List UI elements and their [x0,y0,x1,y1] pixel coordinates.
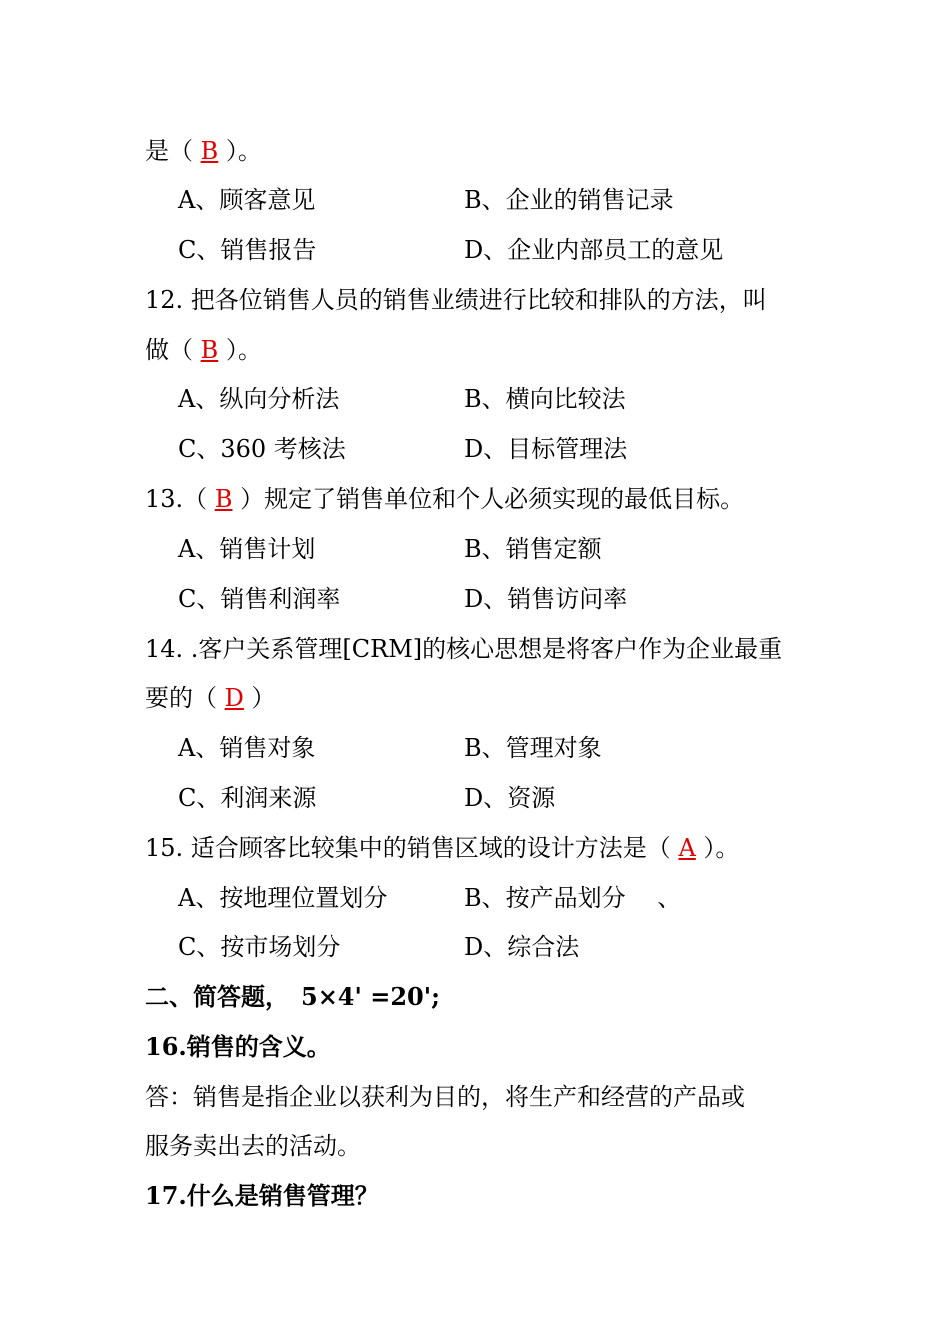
q12-option-a: A、纵向分析法 [178,385,340,413]
q16-title: 16.销售的含义。 [145,1032,331,1061]
q15-stem-pre: 15. 适合顾客比较集中的销售区域的设计方法是（ [145,834,671,862]
q14-stem-pre: 要的（ [145,684,217,712]
q14-stem-post: ） [251,684,276,712]
q12-option-c: C、360 考核法 [178,435,346,463]
q14-option-a: A、销售对象 [178,734,316,762]
q11-option-b: B、企业的销售记录 [464,186,674,214]
q12-stem-line2 [145,335,262,365]
q11-answer: B [200,137,219,165]
q15-stem [145,833,739,863]
q16-answer-line1: 答：销售是指企业以获利为目的，将生产和经营的产品或 [145,1083,745,1111]
q12-stem-pre: 做（ [145,336,193,364]
q15-answer: A [678,834,696,862]
q11-option-a: A、顾客意见 [178,186,316,214]
q13-option-d: D、销售访问率 [464,585,628,613]
q11-stem-pre: 是（ [145,137,193,165]
q15-option-c: C、按市场划分 [178,933,341,961]
section-2-heading: 二、简答题， 5×4' =20'; [145,982,440,1011]
q14-option-d: D、资源 [464,784,556,812]
q12-stem-line1: 12. 把各位销售人员的销售业绩进行比较和排队的方法，叫 [145,286,767,314]
q14-option-b: B、管理对象 [464,734,602,762]
q11-stem-continuation [145,136,262,166]
q13-stem-post: ）规定了销售单位和个人必须实现的最低目标。 [240,485,745,513]
q17-title: 17.什么是销售管理？ [145,1181,379,1210]
q12-option-b: B、横向比较法 [464,385,626,413]
q14-answer: D [224,684,244,712]
q13-option-a: A、销售计划 [178,535,316,563]
q14-option-c: C、利润来源 [178,784,317,812]
q13-option-b: B、销售定额 [464,535,602,563]
q11-stem-post: ）。 [225,137,262,165]
q11-option-d: D、企业内部员工的意见 [464,236,724,264]
q13-option-c: C、销售利润率 [178,585,341,613]
q15-option-d: D、综合法 [464,933,580,961]
q13-answer: B [214,485,233,513]
q13-stem [145,484,744,514]
q13-stem-pre: 13.（ [145,485,208,513]
q15-stem-post: ）。 [703,834,740,862]
q15-option-a: A、按地理位置划分 [178,884,388,912]
q14-stem-line1: 14. .客户关系管理[CRM]的核心思想是将客户作为企业最重 [145,635,783,663]
q12-answer: B [200,336,219,364]
q12-option-d: D、目标管理法 [464,435,628,463]
q16-answer-line2: 服务卖出去的活动。 [145,1132,361,1160]
q12-stem-post: ）。 [225,336,262,364]
q15-option-b: B、按产品划分 、 [464,884,682,912]
q11-option-c: C、销售报告 [178,236,317,264]
q14-stem-line2 [145,683,276,713]
